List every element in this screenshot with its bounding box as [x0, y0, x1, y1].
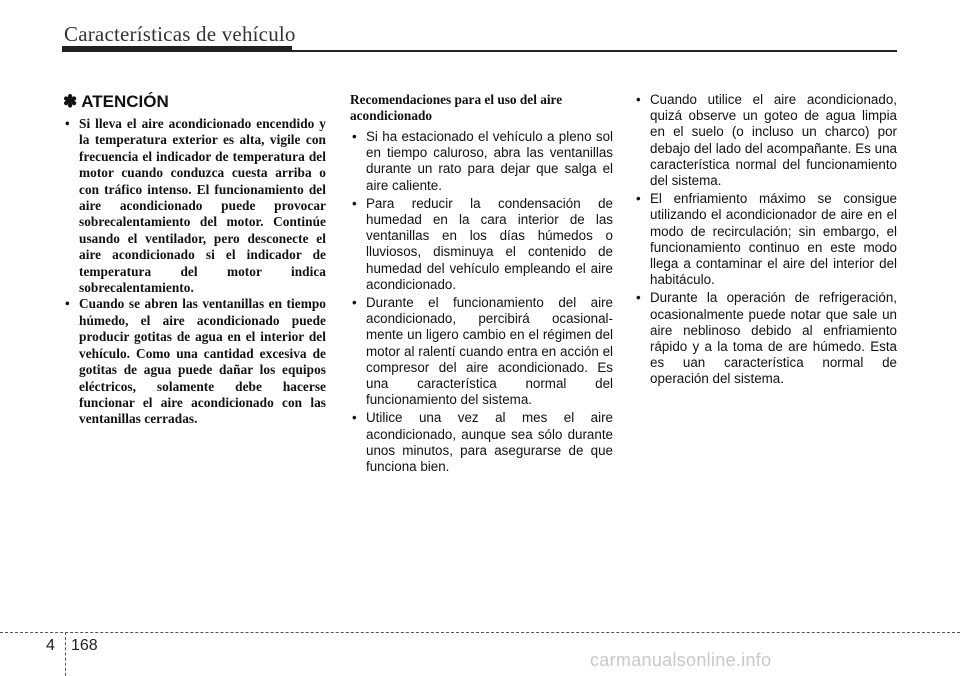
recommendations-column	[350, 92, 613, 477]
attention-item: • Si lleva el aire acondicionado encendido y la temperatura exterior es alta, vigile con frecuencia el indicador de temperatura del motor cuando conduzca cuesta arriba o con tráfico intenso. El funcionamiento del aire acondicionado puede provocar sobrecalentamiento del motor. Continúe usando el ventilador, pero desconecte el aire acondicionado si el indicador de temperatura del motor indica sobrecalentamiento.	[63, 116, 326, 296]
note-item: • Cuando utilice el aire acondicionado, quizá observe un goteo de agua limpia en el suelo (o incluso un charco) por debajo del lado del acompañante. Es una característica normal del funcionamiento del sistema.	[634, 92, 897, 189]
recommendations-heading: Recomendaciones para el uso del aire acondicionado	[350, 92, 563, 123]
footer-crop-divider	[65, 632, 66, 676]
attention-heading	[63, 92, 326, 112]
section-number: 4	[46, 637, 55, 654]
recommendations-list	[350, 129, 613, 475]
watermark: carmanualsonline.info	[590, 650, 772, 670]
header-rule	[62, 50, 897, 52]
attention-column	[63, 92, 326, 428]
recommendation-item: • Utilice una vez al mes el aire acondicionado, aunque sea sólo durante unos minutos, para asegurarse de que funciona bien.	[350, 410, 613, 475]
recommendation-item: • Durante el funcionamiento del aire acondicionado, percibirá ocasional-mente un ligero cambio en el régimen del motor al ralentí cuando entra en acción el compresor del aire acondicionado. Es una característica normal del funcionamiento del sistema.	[350, 295, 613, 408]
page-number: 168	[71, 637, 98, 654]
notes-column	[634, 92, 897, 390]
footer-crop-line	[0, 632, 960, 633]
note-item: • Durante la operación de refrigeración, ocasionalmente puede notar que sale un aire neblinoso debido al enfriamiento rápido y a la toma de are húmedo. Esta es uan característica normal de operación del sistema.	[634, 290, 897, 387]
attention-list	[63, 116, 326, 428]
attention-title: ATENCIÓN	[81, 92, 169, 111]
attention-item: • Cuando se abren las ventanillas en tiempo húmedo, el aire acondicionado puede producir gotitas de agua en el interior del vehículo. Como una cantidad excesiva de gotitas de agua puede dañar los equipos eléctricos, solamente debe hacerse funcionar el aire acondicionado con las ventanillas cerradas.	[63, 296, 326, 427]
page-header-title: Características de vehículo	[64, 22, 296, 46]
asterisk-icon: ✽	[63, 92, 78, 111]
recommendation-item: • Para reducir la condensación de humedad en la cara interior de las ventanillas en los días húmedos o lluviosos, disminuya el contenido de humedad del vehículo empleando el aire acondicionado.	[350, 196, 613, 293]
note-item: • El enfriamiento máximo se consigue utilizando el acondicionador de aire en el modo de recirculación; sin embargo, el funcionamiento continuo en este modo llega a contaminar el aire del interior del habitáculo.	[634, 191, 897, 288]
recommendation-item: • Si ha estacionado el vehículo a pleno sol en tiempo caluroso, abra las ventanillas durante un rato para dejar que salga el aire caliente.	[350, 129, 613, 194]
notes-list	[634, 92, 897, 388]
